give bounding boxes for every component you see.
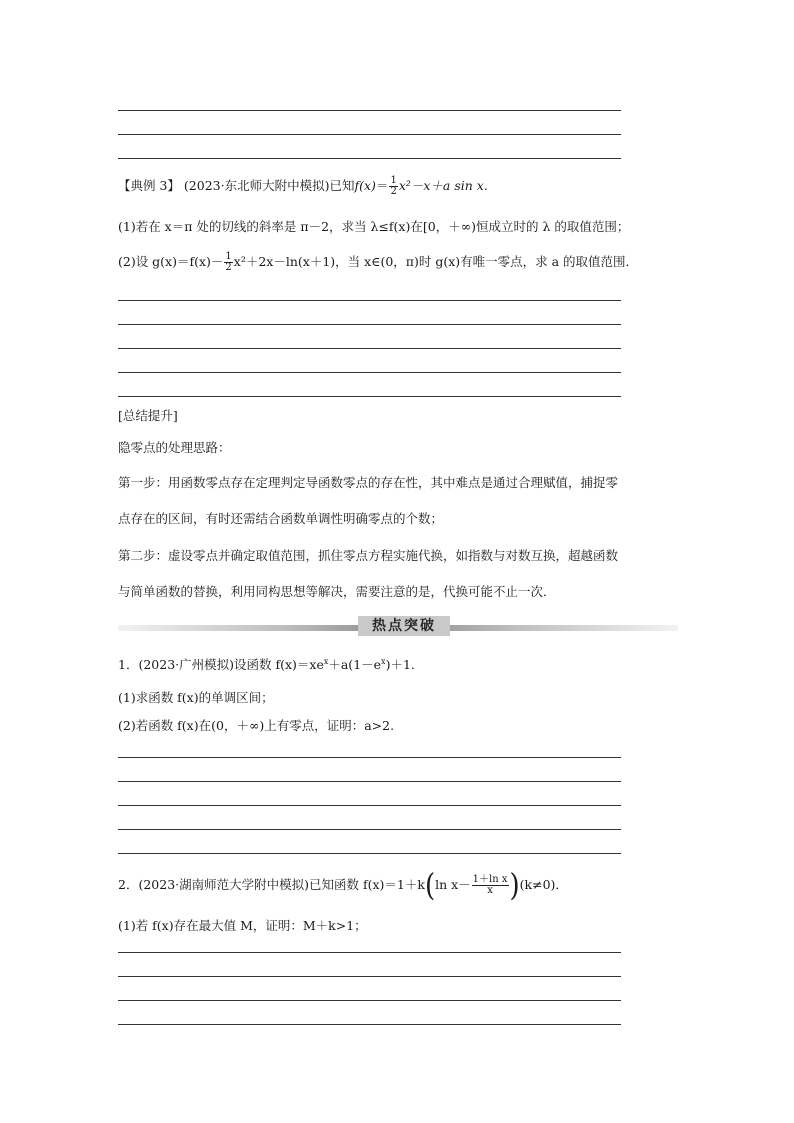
question-2-part-a: (2)设 g(x)＝f(x)－ [118, 254, 224, 269]
answer-line [118, 348, 621, 349]
fraction-denominator: x [487, 885, 493, 896]
problem2-question-1: (1)若 f(x)存在最大值 M，证明：M＋k>1； [118, 918, 367, 933]
fraction [472, 875, 509, 896]
answer-line [118, 372, 621, 373]
problem1-question-1: (1)求函数 f(x)的单调区间； [118, 690, 274, 705]
summary-step2-line2: 与简单函数的替换，利用同构思想等解决，需要注意的是，代换可能不止一次． [118, 584, 556, 599]
example3-question-1: (1)若在 x＝π 处的切线的斜率是 π－2，求当 λ≤f(x)在[0，＋∞)恒成立时的 λ 的取值范围； [118, 219, 630, 234]
fraction [224, 252, 232, 273]
answer-line [118, 757, 621, 758]
answer-line [118, 396, 621, 397]
example3-question-2 [118, 252, 638, 273]
answer-line [118, 300, 621, 301]
left-paren-icon: ( [424, 867, 436, 904]
answer-line [118, 324, 621, 325]
example-source: (2023·东北师大附中模拟) [183, 178, 330, 193]
answer-line [118, 952, 621, 953]
problem1-statement [118, 657, 415, 673]
section-banner [118, 616, 678, 636]
problem1-mid: ＋a(1－e [328, 657, 382, 672]
fraction-denominator: 2 [390, 186, 397, 197]
answer-line [118, 158, 621, 159]
answer-line [118, 853, 621, 854]
problem1-question-2: (2)若函数 f(x)在(0，＋∞)上有零点，证明：a>2. [118, 718, 395, 733]
function-tail: x²－x＋a sin x. [398, 178, 488, 193]
summary-title: [总结提升] [118, 408, 178, 423]
problem2-inner: ln x－ [435, 877, 471, 892]
problem1-head: 1．(2023·广州模拟)设函数 f(x)＝xe [118, 657, 324, 672]
answer-line [118, 805, 621, 806]
answer-line [118, 781, 621, 782]
problem1-end: )＋1. [385, 657, 415, 672]
answer-line [118, 110, 621, 111]
fraction-numerator: 1 [390, 175, 397, 186]
problem2-head: 2．(2023·湖南师范大学附中模拟)已知函数 f(x)＝1＋k [118, 877, 425, 892]
summary-step2-line1: 第二步：虚设零点并确定取值范围，抓住零点方程实施代换，如指数与对数互换，超越函数 [118, 548, 619, 563]
equals-sign: ＝ [375, 178, 389, 193]
summary-step1-line2: 点存在的区间，有时还需结合函数单调性明确零点的个数； [118, 511, 444, 526]
answer-line [118, 976, 621, 977]
example-lead: 已知 [329, 178, 355, 193]
question-2-part-b: x²＋2x－ln(x＋1)，当 x∈(0，π)时 g(x)有唯一零点，求 a 的取值范围． [233, 254, 639, 269]
answer-line [118, 829, 621, 830]
fraction-denominator: 2 [225, 262, 232, 273]
answer-line [118, 1000, 621, 1001]
function-name: f(x) [354, 178, 376, 193]
problem2-statement [118, 867, 568, 904]
problem2-end: (k≠0)． [519, 877, 568, 892]
fraction-numerator: 1 [225, 251, 232, 262]
fraction [389, 176, 397, 197]
superscript: x [323, 656, 329, 666]
summary-intro: 隐零点的处理思路： [118, 440, 231, 455]
fraction-numerator: 1＋ln x [472, 874, 508, 885]
answer-line [118, 1024, 621, 1025]
example3-statement [118, 176, 488, 197]
summary-step1-line1: 第一步：用函数零点存在定理判定导函数零点的存在性，其中难点是通过合理赋值，捕捉零 [118, 475, 619, 490]
right-paren-icon: ) [509, 867, 520, 904]
superscript: x [381, 656, 386, 666]
example-tag: 【典例 3】 [118, 178, 180, 193]
answer-line [118, 134, 621, 135]
banner-label: 热点突破 [358, 616, 450, 636]
